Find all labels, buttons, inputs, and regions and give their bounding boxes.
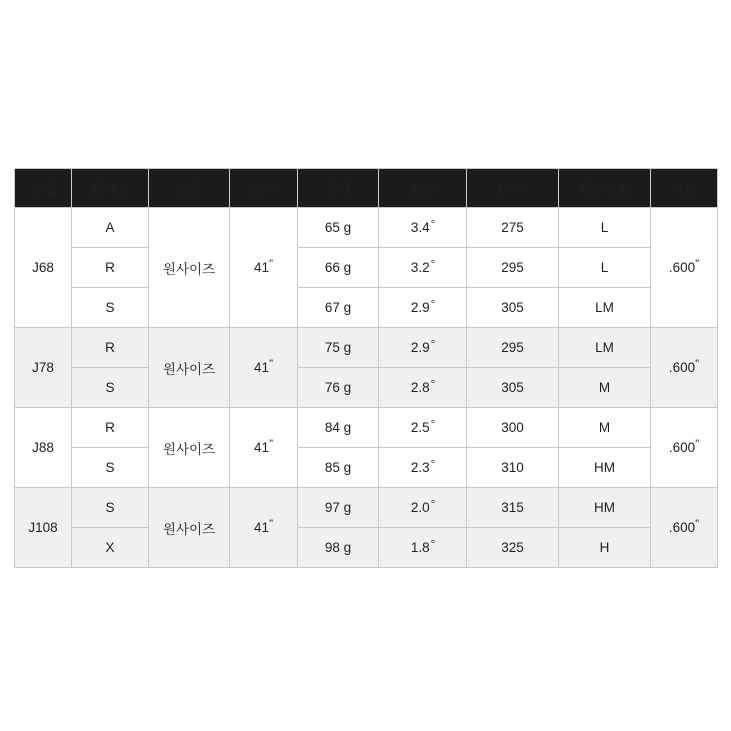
shaft-spec-table <box>14 168 718 568</box>
cell-flex: S <box>72 488 149 528</box>
cell-cpm: 295 <box>467 328 559 368</box>
cell-kickpoint: LM <box>559 288 651 328</box>
cell-butt: .600" <box>651 488 718 568</box>
cell-weight: 67 g <box>298 288 379 328</box>
cell-weight: 97 g <box>298 488 379 528</box>
cell-torque: 1.8° <box>379 528 467 568</box>
cell-kickpoint: M <box>559 368 651 408</box>
cell-flex: S <box>72 448 149 488</box>
cell-flex: R <box>72 328 149 368</box>
spec-table-container <box>14 168 717 568</box>
cell-flex: R <box>72 408 149 448</box>
cell-cpm: 310 <box>467 448 559 488</box>
cell-weight: 75 g <box>298 328 379 368</box>
column-header-weight: 무게 <box>298 169 379 208</box>
table-row <box>15 328 718 368</box>
cell-cpm: 305 <box>467 368 559 408</box>
cell-torque: 2.9° <box>379 288 467 328</box>
table-header <box>15 169 718 208</box>
cell-kickpoint: M <box>559 408 651 448</box>
column-header-cpm: CPM <box>467 169 559 208</box>
cell-cpm: 305 <box>467 288 559 328</box>
cell-butt: .600" <box>651 328 718 408</box>
cell-length: 41" <box>230 208 298 328</box>
cell-model: J68 <box>15 208 72 328</box>
table-row <box>15 368 718 408</box>
column-header-flex: 플렉스 <box>72 169 149 208</box>
column-header-kickpoint: 킥포인트 <box>559 169 651 208</box>
cell-kickpoint: L <box>559 208 651 248</box>
cell-model: J108 <box>15 488 72 568</box>
cell-cpm: 315 <box>467 488 559 528</box>
cell-cpm: 300 <box>467 408 559 448</box>
cell-weight: 66 g <box>298 248 379 288</box>
cell-kickpoint: HM <box>559 488 651 528</box>
cell-kickpoint: LM <box>559 328 651 368</box>
table-row <box>15 248 718 288</box>
table-row <box>15 288 718 328</box>
cell-kickpoint: HM <box>559 448 651 488</box>
cell-weight: 85 g <box>298 448 379 488</box>
cell-flex: S <box>72 368 149 408</box>
cell-torque: 2.0° <box>379 488 467 528</box>
cell-length: 41" <box>230 408 298 488</box>
table-body <box>15 208 718 568</box>
column-header-torque: 토크 <box>379 169 467 208</box>
cell-torque: 3.2° <box>379 248 467 288</box>
cell-cpm: 325 <box>467 528 559 568</box>
column-header-number: 번호 <box>149 169 230 208</box>
cell-butt: .600" <box>651 408 718 488</box>
column-header-butt: 버트 <box>651 169 718 208</box>
cell-number: 원사이즈 <box>149 488 230 568</box>
cell-length: 41" <box>230 488 298 568</box>
cell-number: 원사이즈 <box>149 328 230 408</box>
column-header-length: 길이 <box>230 169 298 208</box>
cell-flex: R <box>72 248 149 288</box>
cell-flex: A <box>72 208 149 248</box>
cell-cpm: 275 <box>467 208 559 248</box>
cell-weight: 65 g <box>298 208 379 248</box>
cell-kickpoint: H <box>559 528 651 568</box>
table-row <box>15 208 718 248</box>
cell-kickpoint: L <box>559 248 651 288</box>
table-row <box>15 528 718 568</box>
cell-weight: 76 g <box>298 368 379 408</box>
cell-weight: 98 g <box>298 528 379 568</box>
cell-flex: X <box>72 528 149 568</box>
table-row <box>15 488 718 528</box>
cell-model: J88 <box>15 408 72 488</box>
cell-flex: S <box>72 288 149 328</box>
cell-weight: 84 g <box>298 408 379 448</box>
cell-torque: 2.8° <box>379 368 467 408</box>
cell-model: J78 <box>15 328 72 408</box>
cell-length: 41" <box>230 328 298 408</box>
cell-torque: 2.5° <box>379 408 467 448</box>
column-header-model: 모델 <box>15 169 72 208</box>
cell-torque: 2.9° <box>379 328 467 368</box>
cell-number: 원사이즈 <box>149 408 230 488</box>
cell-torque: 3.4° <box>379 208 467 248</box>
table-row <box>15 408 718 448</box>
table-row <box>15 448 718 488</box>
cell-torque: 2.3° <box>379 448 467 488</box>
cell-number: 원사이즈 <box>149 208 230 328</box>
cell-butt: .600" <box>651 208 718 328</box>
cell-cpm: 295 <box>467 248 559 288</box>
table-header-row <box>15 169 718 208</box>
